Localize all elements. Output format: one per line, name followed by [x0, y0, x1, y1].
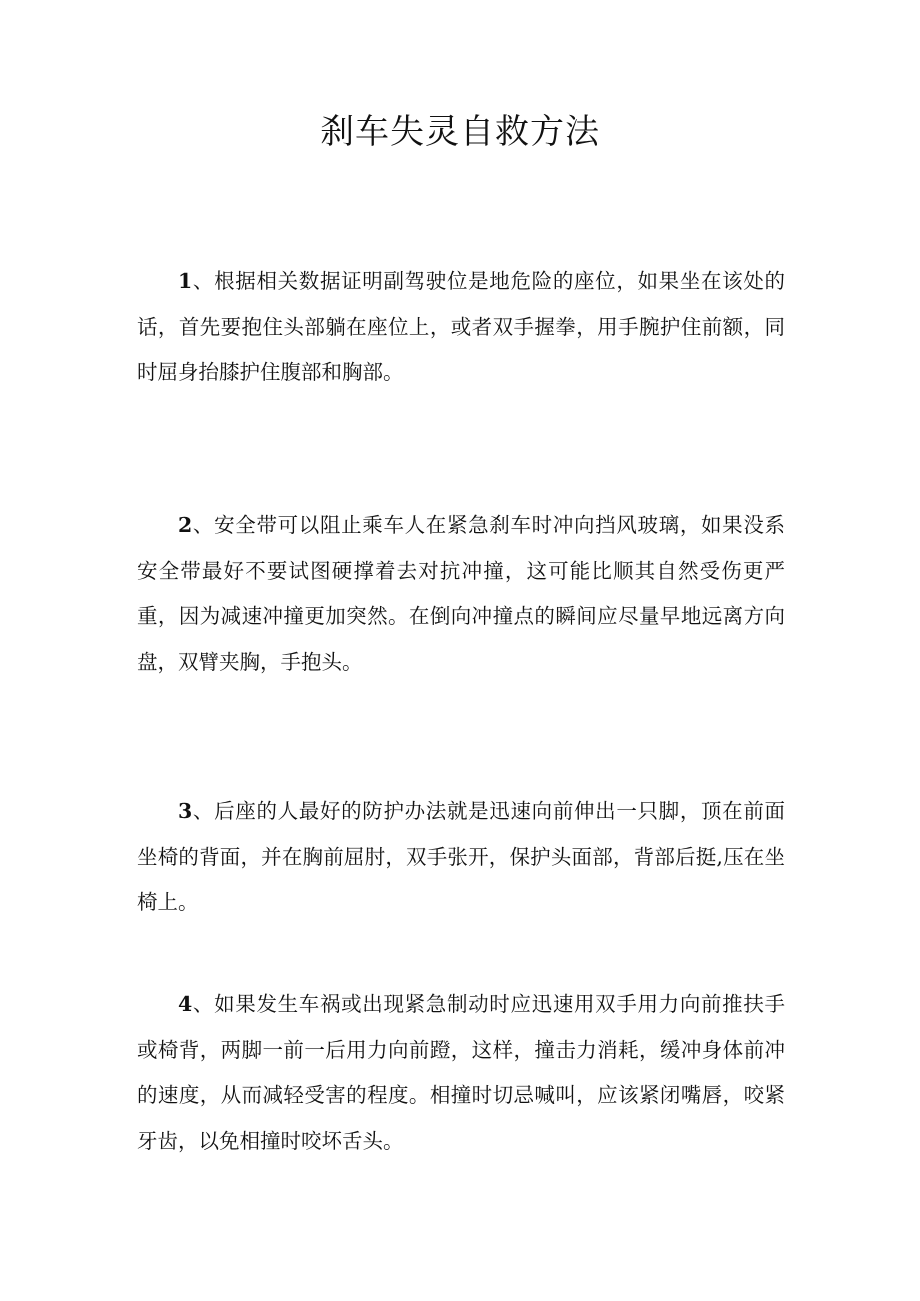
paragraph-3-separator: 、 — [192, 799, 215, 823]
paragraph-3 — [137, 789, 785, 926]
paragraph-2 — [137, 503, 785, 685]
paragraph-1-text: 根据相关数据证明副驾驶位是地危险的座位，如果坐在该处的话，首先要抱住头部躺在座位上，或者双手握拳，用手腕护住前额，同时屈身抬膝护住腹部和胸部。 — [137, 269, 786, 384]
paragraph-2-separator: 、 — [192, 513, 215, 537]
paragraph-1-number: 1 — [178, 269, 193, 293]
paragraph-4 — [137, 982, 785, 1164]
page-title: 刹车失灵自救方法 — [320, 112, 600, 152]
paragraph-2-number: 2 — [178, 513, 193, 537]
paragraph-3-text: 后座的人最好的防护办法就是迅速向前伸出一只脚，顶在前面坐椅的背面，并在胸前屈肘，双手张开，保护头面部，背部后挺,压在坐椅上。 — [137, 799, 786, 914]
paragraph-1-separator: 、 — [192, 269, 215, 293]
paragraph-4-text: 如果发生车祸或出现紧急制动时应迅速用双手用力向前推扶手或椅背，两脚一前一后用力向前蹬，这样，撞击力消耗，缓冲身体前冲的速度，从而减轻受害的程度。相撞时切忌喊叫，应该紧闭嘴唇，咬紧牙齿，以免相撞时咬坏舌头。 — [137, 992, 786, 1153]
paragraph-3-number: 3 — [178, 799, 193, 823]
paragraph-1 — [137, 259, 785, 396]
paragraph-4-number: 4 — [178, 992, 193, 1016]
paragraph-4-separator: 、 — [192, 992, 215, 1016]
paragraph-2-text: 安全带可以阻止乘车人在紧急刹车时冲向挡风玻璃，如果没系安全带最好不要试图硬撑着去对抗冲撞，这可能比顺其自然受伤更严重，因为减速冲撞更加突然。在倒向冲撞点的瞬间应尽量早地远离方向盘，双臂夹胸，手抱头。 — [137, 513, 786, 674]
